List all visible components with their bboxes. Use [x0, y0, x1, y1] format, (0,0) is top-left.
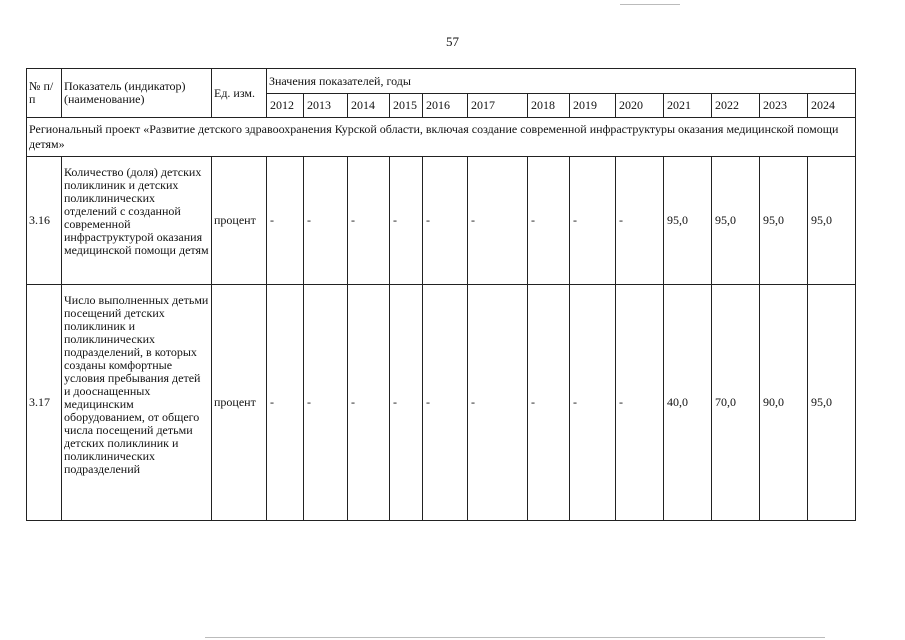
scan-edge-top	[620, 4, 680, 5]
value-cell: -	[528, 157, 570, 285]
value-cell: -	[304, 157, 348, 285]
value-cell: -	[570, 157, 616, 285]
value-cell: -	[267, 285, 304, 521]
row-unit: процент	[212, 157, 267, 285]
value-cell: 95,0	[712, 157, 760, 285]
year-cell: 2023	[760, 94, 808, 118]
value-cell: 95,0	[664, 157, 712, 285]
header-values-group: Значения показателей, годы	[267, 69, 856, 94]
year-cell: 2012	[267, 94, 304, 118]
table-row	[27, 157, 856, 285]
indicators-table	[26, 68, 856, 521]
row-unit: процент	[212, 285, 267, 521]
value-cell: -	[570, 285, 616, 521]
section-title: Региональный проект «Развитие детского здравоохранения Курской области, включая создание современной инфраструктуры оказания медицинской помощи детям»	[27, 118, 856, 157]
value-cell: -	[468, 285, 528, 521]
header-num: № п/п	[27, 69, 62, 118]
header-row	[27, 69, 856, 94]
value-cell: -	[348, 157, 390, 285]
year-cell: 2022	[712, 94, 760, 118]
value-cell: -	[390, 157, 423, 285]
value-cell: -	[423, 285, 468, 521]
year-cell: 2013	[304, 94, 348, 118]
value-cell: -	[304, 285, 348, 521]
table-row	[27, 285, 856, 521]
value-cell: -	[616, 285, 664, 521]
value-cell: -	[528, 285, 570, 521]
year-cell: 2021	[664, 94, 712, 118]
value-cell: 95,0	[760, 157, 808, 285]
value-cell: 90,0	[760, 285, 808, 521]
page-number: 57	[446, 34, 459, 49]
scan-edge-bottom	[205, 637, 825, 638]
year-cell: 2018	[528, 94, 570, 118]
value-cell: 95,0	[808, 285, 856, 521]
row-number: 3.16	[27, 157, 62, 285]
value-cell: -	[468, 157, 528, 285]
row-indicator: Число выполненных детьми посещений детских поликлиник и поликлинических подразделений, в которых созданы комфортные условия пребывания детей и дооснащенных медицинским оборудованием, от общего числа посещений детьми детских поликлиник и поликлинических подразделений	[62, 285, 212, 521]
value-cell: -	[267, 157, 304, 285]
year-cell: 2020	[616, 94, 664, 118]
year-cell: 2024	[808, 94, 856, 118]
value-cell: 40,0	[664, 285, 712, 521]
value-cell: 70,0	[712, 285, 760, 521]
year-cell: 2017	[468, 94, 528, 118]
year-cell: 2015	[390, 94, 423, 118]
value-cell: -	[390, 285, 423, 521]
section-row	[27, 118, 856, 157]
row-number: 3.17	[27, 285, 62, 521]
value-cell: 95,0	[808, 157, 856, 285]
header-indicator: Показатель (индикатор) (наименование)	[62, 69, 212, 118]
value-cell: -	[348, 285, 390, 521]
year-cell: 2016	[423, 94, 468, 118]
year-cell: 2019	[570, 94, 616, 118]
value-cell: -	[616, 157, 664, 285]
header-unit: Ед. изм.	[212, 69, 267, 118]
value-cell: -	[423, 157, 468, 285]
row-indicator: Количество (доля) детских поликлиник и детских поликлинических отделений с созданной современной инфраструктурой оказания медицинской помощи детям	[62, 157, 212, 285]
year-cell: 2014	[348, 94, 390, 118]
